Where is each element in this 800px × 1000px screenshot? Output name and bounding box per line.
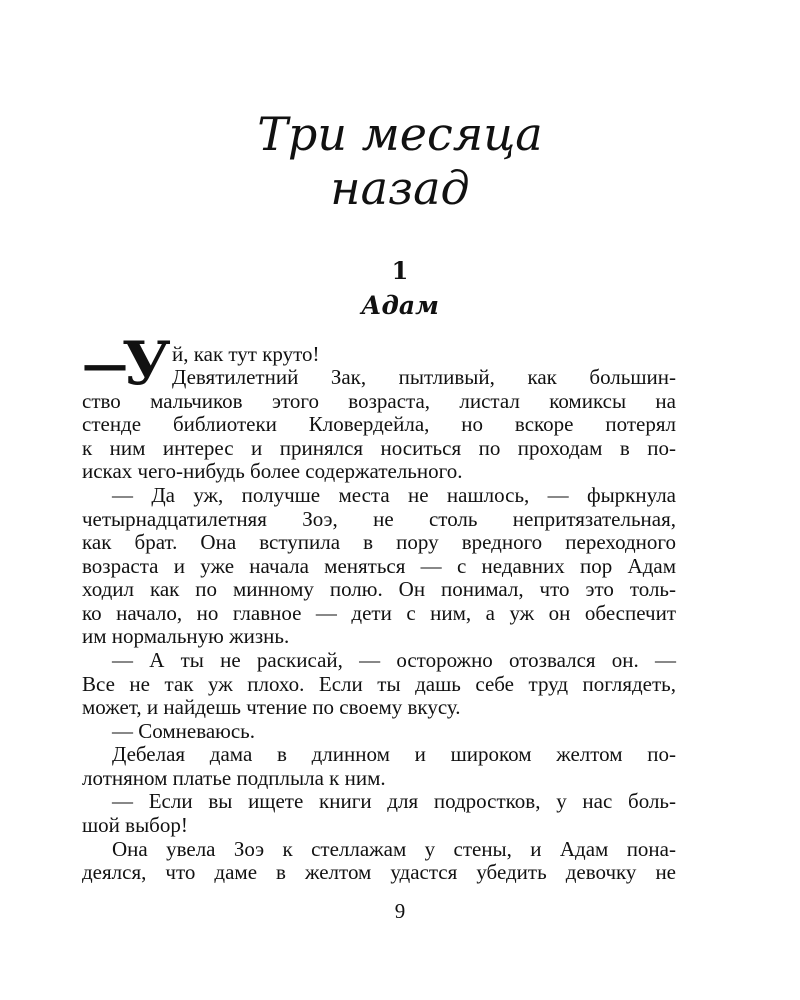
- text-line: — Да уж, получше места не нашлось, — фыркнула: [112, 483, 676, 507]
- text-line: к ним интерес и принялся носиться по проходам в по-: [82, 436, 676, 460]
- text-line: Все не так уж плохо. Если ты дашь себе труд поглядеть,: [82, 672, 676, 696]
- part-title-line-2: назад: [330, 161, 470, 215]
- text-line: им нормальную жизнь.: [82, 624, 290, 648]
- drop-cap-letter: У: [122, 329, 171, 399]
- chapter-number: 1: [391, 256, 409, 285]
- text-line: возраста и уже начала меняться — с недавних пор Адам: [82, 554, 676, 578]
- drop-cap: [82, 329, 171, 399]
- text-line: шой выбор!: [82, 813, 188, 837]
- text-line: ходил как по минному полю. Он понимал, что это толь-: [82, 577, 676, 601]
- text-line: как брат. Она вступила в пору вредного переходного: [82, 530, 676, 554]
- chapter-title: Адам: [361, 291, 439, 320]
- drop-cap-dash: —: [82, 337, 128, 391]
- text-line: четырнадцатилетняя Зоэ, не столь непритязательная,: [82, 507, 676, 531]
- text-line: Девятилетний Зак, пытливый, как большин-: [172, 365, 676, 389]
- text-line: деялся, что даме в желтом удастся убедить девочку не: [82, 860, 676, 884]
- text-line: ко начало, но главное — дети с ним, а уж он обеспечит: [82, 601, 676, 625]
- text-line: — А ты не раскисай, — осторожно отозвался он. —: [112, 648, 676, 672]
- text-line: исках чего-нибудь более содержательного.: [82, 459, 463, 483]
- text-line: — Сомневаюсь.: [112, 719, 256, 743]
- page-number: 9: [394, 899, 406, 923]
- text-line: стенде библиотеки Кловердейла, но вскоре потерял: [82, 412, 676, 436]
- text-line: Дебелая дама в длинном и широком желтом по-: [112, 742, 676, 766]
- part-title-line-1: Три месяца: [257, 107, 543, 161]
- text-line: может, и найдешь чтение по своему вкусу.: [82, 695, 461, 719]
- text-line: й, как тут круто!: [172, 342, 320, 366]
- text-line: — Если вы ищете книги для подростков, у нас боль-: [112, 789, 676, 813]
- text-line: лотняном платье подплыла к ним.: [82, 766, 386, 790]
- text-line: Она увела Зоэ к стеллажам у стены, и Адам пона-: [112, 837, 676, 861]
- text-line: ство мальчиков этого возраста, листал комиксы на: [82, 389, 676, 413]
